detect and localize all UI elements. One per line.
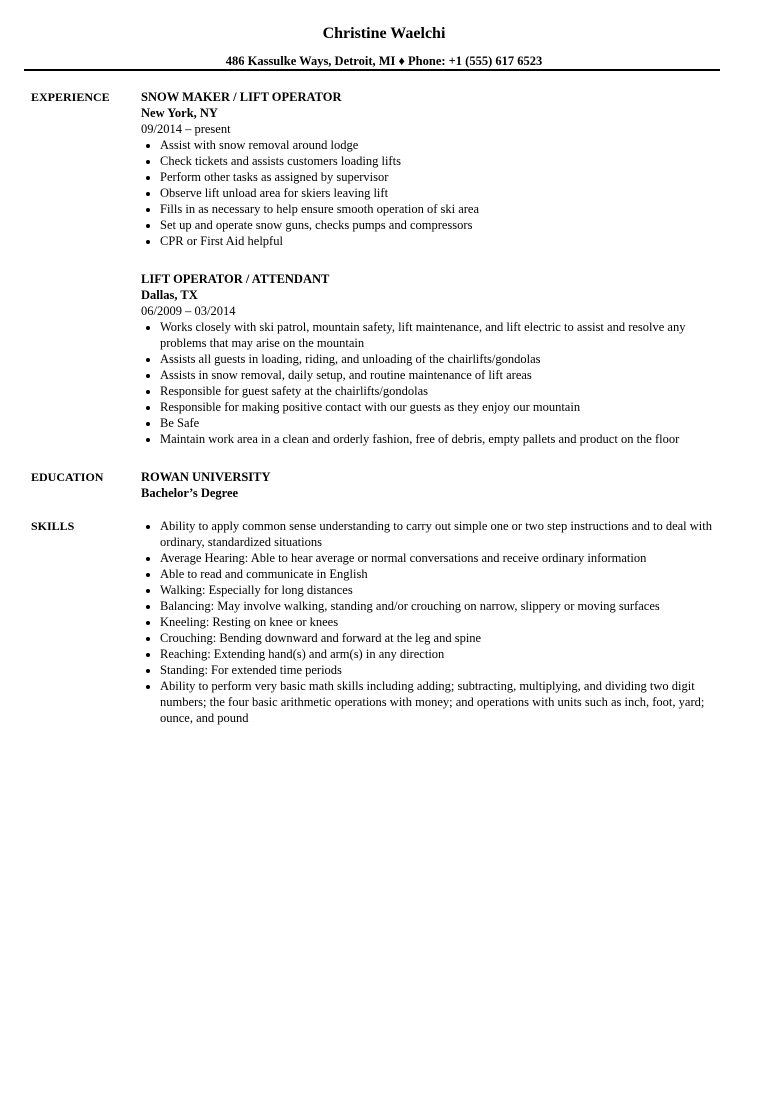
list-item: • CPR or First Aid helpful <box>160 233 724 249</box>
resume-header <box>0 0 768 69</box>
list-item: • Ability to perform very basic math skills including adding; subtracting, multiplying, and dividing two digit numbers; the four basic arithmetic operations with money; and operations with units such as inch, foot, yard; ounce, and pound <box>160 678 724 726</box>
section-label-experience: EXPERIENCE <box>31 90 110 104</box>
list-item: • Walking: Especially for long distances <box>160 582 724 598</box>
list-item: • Observe lift unload area for skiers leaving lift <box>160 185 724 201</box>
skills-section <box>31 518 724 726</box>
list-item: • Check tickets and assists customers loading lifts <box>160 153 724 169</box>
list-item: • Responsible for guest safety at the chairlifts/gondolas <box>160 383 724 399</box>
job-dates: 09/2014 – present <box>141 122 231 136</box>
degree: Bachelor’s Degree <box>141 486 239 500</box>
job-dates: 06/2009 – 03/2014 <box>141 304 236 318</box>
job-location: New York, NY <box>141 106 218 120</box>
school-name: ROWAN UNIVERSITY <box>141 470 271 484</box>
job-entry <box>141 271 724 447</box>
list-item: • Assists in snow removal, daily setup, and routine maintenance of lift areas <box>160 367 724 383</box>
section-label-education: EDUCATION <box>31 470 104 484</box>
skills-list <box>141 518 724 726</box>
header-divider <box>24 69 720 71</box>
experience-section <box>31 89 724 469</box>
list-item: • Kneeling: Resting on knee or knees <box>160 614 724 630</box>
list-item: • Balancing: May involve walking, standing and/or crouching on narrow, slippery or moving surfaces <box>160 598 724 614</box>
job-location: Dallas, TX <box>141 288 198 302</box>
list-item: • Ability to apply common sense understanding to carry out simple one or two step instructions and to deal with ordinary, standardized situations <box>160 518 724 550</box>
job-title: SNOW MAKER / LIFT OPERATOR <box>141 90 342 104</box>
experience-body <box>141 89 724 469</box>
candidate-name: Christine Waelchi <box>322 25 446 42</box>
job-entry <box>141 89 724 249</box>
list-item: • Average Hearing: Able to hear average or normal conversations and receive ordinary information <box>160 550 724 566</box>
skills-body <box>141 518 724 726</box>
list-item: • Be Safe <box>160 415 724 431</box>
list-item: • Assists all guests in loading, riding, and unloading of the chairlifts/gondolas <box>160 351 724 367</box>
list-item: • Standing: For extended time periods <box>160 662 724 678</box>
job-duties-list <box>141 137 724 249</box>
education-section <box>31 469 724 501</box>
list-item: • Fills in as necessary to help ensure smooth operation of ski area <box>160 201 724 217</box>
section-label-skills: SKILLS <box>31 519 75 533</box>
list-item: • Assist with snow removal around lodge <box>160 137 724 153</box>
list-item: • Crouching: Bending downward and forward at the leg and spine <box>160 630 724 646</box>
list-item: • Perform other tasks as assigned by supervisor <box>160 169 724 185</box>
list-item: • Maintain work area in a clean and orderly fashion, free of debris, empty pallets and product on the floor <box>160 431 724 447</box>
list-item: • Set up and operate snow guns, checks pumps and compressors <box>160 217 724 233</box>
list-item: • Responsible for making positive contact with our guests as they enjoy our mountain <box>160 399 724 415</box>
education-body <box>141 469 724 501</box>
list-item: • Able to read and communicate in English <box>160 566 724 582</box>
list-item: • Works closely with ski patrol, mountain safety, lift maintenance, and lift electric to assist and resolve any problems that may arise on the mountain <box>160 319 724 351</box>
job-title: LIFT OPERATOR / ATTENDANT <box>141 272 330 286</box>
list-item: • Reaching: Extending hand(s) and arm(s) in any direction <box>160 646 724 662</box>
job-duties-list <box>141 319 724 447</box>
contact-line: 486 Kassulke Ways, Detroit, MI ♦ Phone: +1 (555) 617 6523 <box>225 54 543 68</box>
